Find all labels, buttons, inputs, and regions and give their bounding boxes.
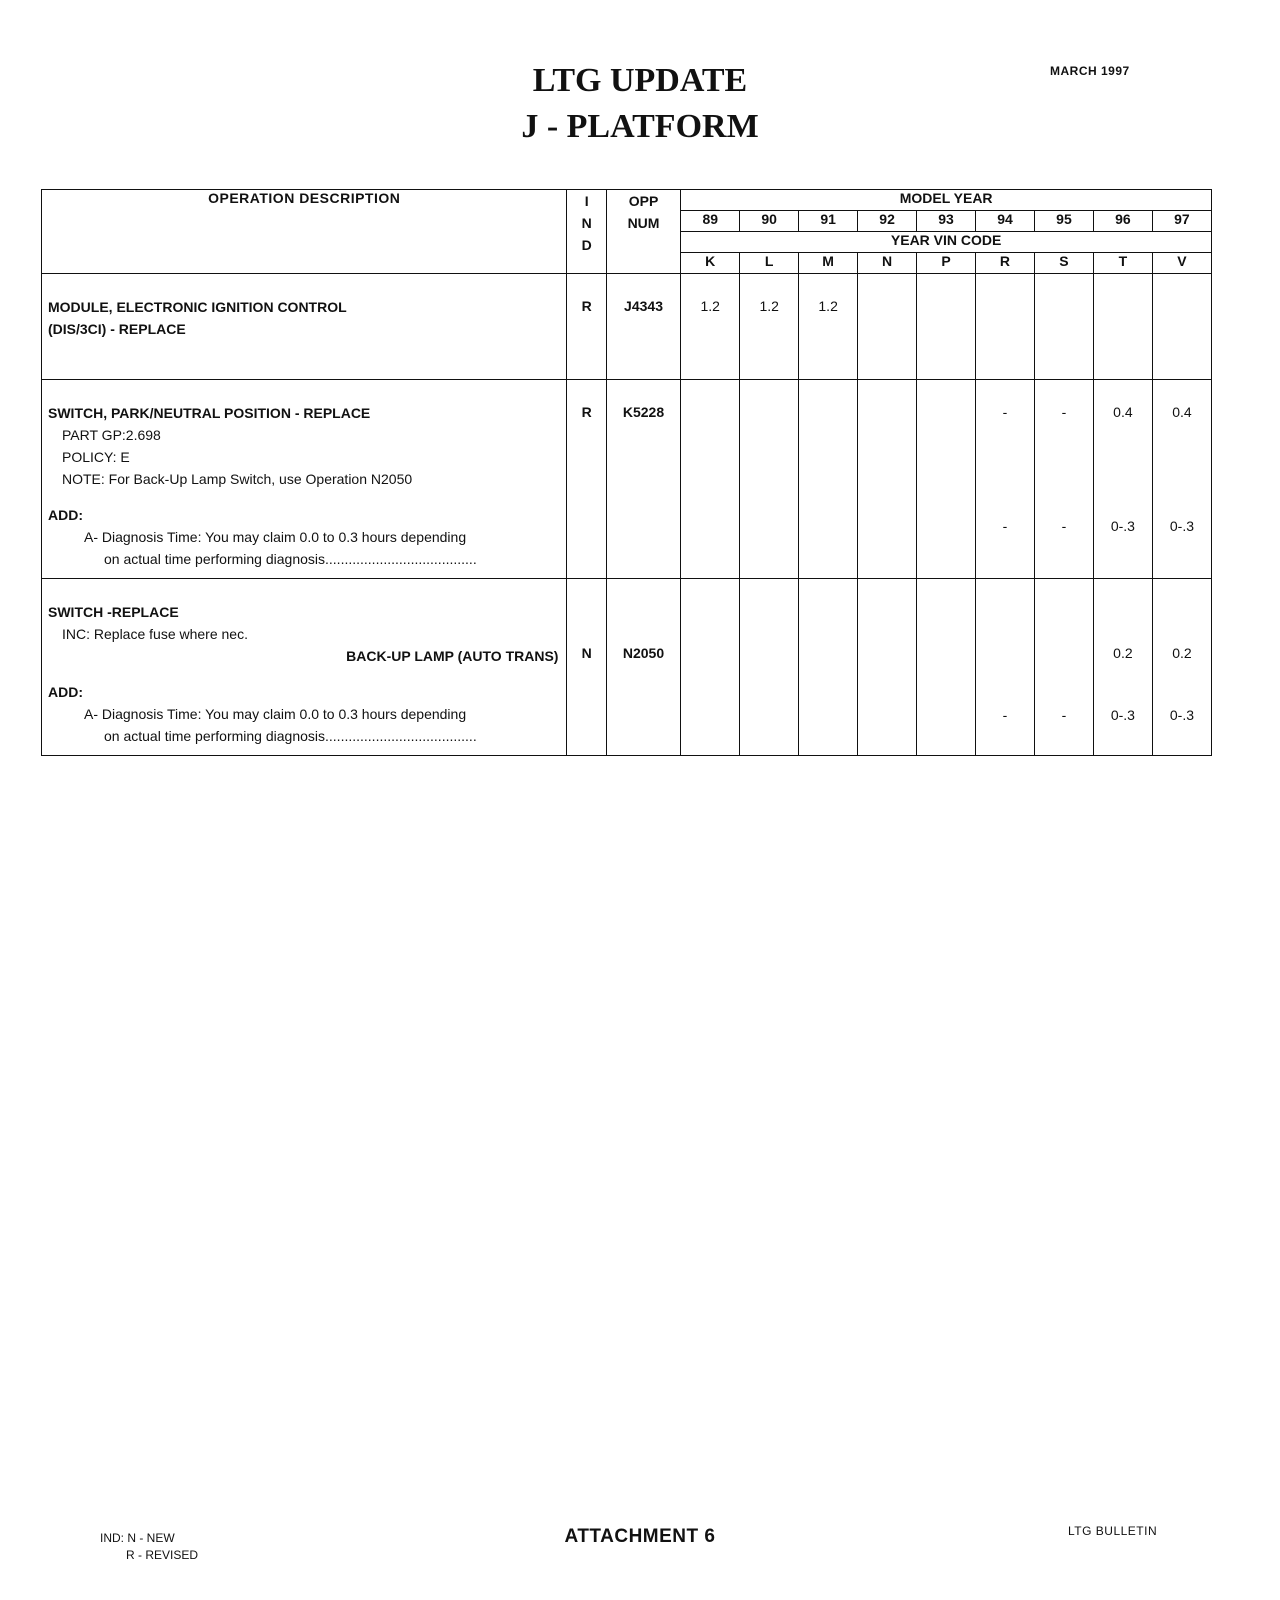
vin-v: V bbox=[1152, 253, 1211, 274]
year-96: 96 bbox=[1093, 211, 1152, 232]
value-cell: 1.2 bbox=[740, 274, 799, 380]
ind-header: I N D bbox=[567, 190, 606, 274]
year-94: 94 bbox=[976, 211, 1035, 232]
ind-legend: IND: N - NEW R - REVISED bbox=[100, 1531, 199, 1562]
vin-n: N bbox=[858, 253, 917, 274]
year-95: 95 bbox=[1034, 211, 1093, 232]
vin-s: S bbox=[1034, 253, 1093, 274]
model-year-header: MODEL YEAR bbox=[681, 190, 1212, 211]
operation-description: SWITCH -REPLACE INC: Replace fuse where nec. BACK-UP LAMP (AUTO TRANS) ADD: A- Diagnosis Time: You may claim 0.0 to 0.3 hours depending on actual time performing diagnosis....................................... bbox=[42, 579, 567, 756]
ind-value: N bbox=[581, 645, 592, 661]
year-90: 90 bbox=[740, 211, 799, 232]
vin-l: L bbox=[740, 253, 799, 274]
vin-r: R bbox=[976, 253, 1035, 274]
bulletin-label: LTG BULLETIN bbox=[1068, 1524, 1158, 1538]
opp-num-value: N2050 bbox=[622, 645, 665, 661]
value-cell: 0.2 bbox=[1172, 645, 1192, 661]
year-92: 92 bbox=[858, 211, 917, 232]
operation-description-header: OPERATION DESCRIPTION bbox=[42, 190, 567, 274]
opp-num-header: OPP NUM bbox=[606, 190, 680, 274]
add-value-cell: 0-.3 bbox=[1110, 518, 1135, 534]
operation-description: MODULE, ELECTRONIC IGNITION CONTROL (DIS/3CI) - REPLACE bbox=[42, 274, 567, 380]
value-cell bbox=[1152, 274, 1211, 380]
value-cell: 1.2 bbox=[681, 274, 740, 380]
value-cell bbox=[858, 274, 917, 380]
year-89: 89 bbox=[681, 211, 740, 232]
attachment-label: ATTACHMENT 6 bbox=[564, 1526, 716, 1547]
ind-value: R bbox=[567, 380, 606, 579]
opp-num-value: K5228 bbox=[606, 380, 680, 579]
table-row bbox=[42, 380, 1212, 579]
vin-p: P bbox=[917, 253, 976, 274]
table-row bbox=[42, 274, 1212, 380]
value-cell bbox=[1034, 274, 1093, 380]
value-cell: - bbox=[1002, 404, 1008, 420]
value-cell: 1.2 bbox=[799, 274, 858, 380]
add-value-cell: - bbox=[1061, 518, 1067, 534]
add-value-cell: - bbox=[1002, 518, 1008, 534]
add-value-cell: - bbox=[1002, 707, 1008, 723]
document-title: LTG UPDATE bbox=[532, 62, 748, 99]
ind-value: R bbox=[567, 274, 606, 380]
labor-time-table bbox=[41, 189, 1212, 756]
vin-t: T bbox=[1093, 253, 1152, 274]
add-value-cell: 0-.3 bbox=[1169, 518, 1194, 534]
operation-description: SWITCH, PARK/NEUTRAL POSITION - REPLACE PART GP:2.698 POLICY: E NOTE: For Back-Up Lamp Switch, use Operation N2050 ADD: A- Diagnosis Time: You may claim 0.0 to 0.3 hours depending on actual time performing diagnosis....................................... bbox=[42, 380, 567, 579]
value-cell: - bbox=[1061, 404, 1067, 420]
year-97: 97 bbox=[1152, 211, 1211, 232]
value-cell: 0.4 bbox=[1113, 404, 1133, 420]
year-vin-code-header: YEAR VIN CODE bbox=[681, 232, 1212, 253]
value-cell: 0.2 bbox=[1113, 645, 1133, 661]
value-cell bbox=[1093, 274, 1152, 380]
table-row bbox=[42, 579, 1212, 756]
year-93: 93 bbox=[917, 211, 976, 232]
add-value-cell: 0-.3 bbox=[1110, 707, 1135, 723]
vin-m: M bbox=[799, 253, 858, 274]
vin-k: K bbox=[681, 253, 740, 274]
document-date: MARCH 1997 bbox=[1050, 64, 1130, 78]
value-cell bbox=[976, 274, 1035, 380]
year-91: 91 bbox=[799, 211, 858, 232]
value-cell: 0.4 bbox=[1172, 404, 1192, 420]
add-value-cell: - bbox=[1061, 707, 1067, 723]
add-value-cell: 0-.3 bbox=[1169, 707, 1194, 723]
opp-num-value: J4343 bbox=[606, 274, 680, 380]
value-cell bbox=[917, 274, 976, 380]
document-subtitle: J - PLATFORM bbox=[521, 108, 759, 145]
